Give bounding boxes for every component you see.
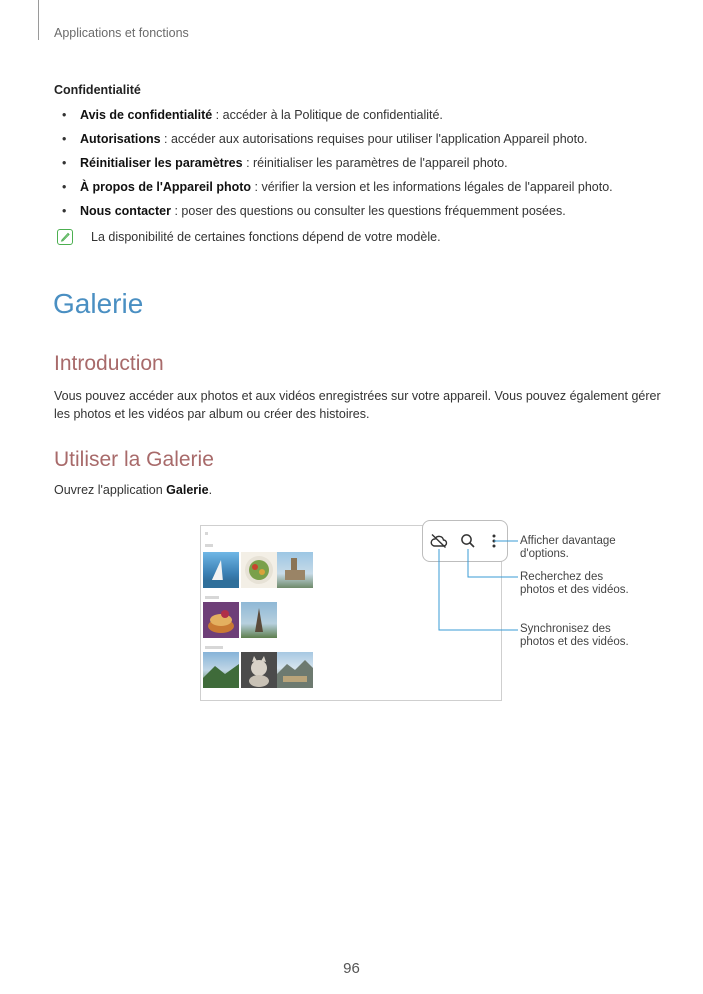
- item-text: : vérifier la version et les informations légales de l'appareil photo.: [251, 180, 613, 194]
- privacy-title: Confidentialité: [54, 83, 141, 97]
- note-text: La disponibilité de certaines fonctions dépend de votre modèle.: [91, 230, 441, 244]
- callout-search: [520, 571, 629, 597]
- callout-line: Recherchez des: [520, 571, 604, 583]
- use-heading: Utiliser la Galerie: [54, 448, 214, 471]
- intro-paragraph: Vous pouvez accéder aux photos et aux vidéos enregistrées sur votre appareil. Vous pouvez également gérer les photos et les vidéos par album ou créer des histoires.: [54, 389, 661, 421]
- callout-line: Afficher davantage: [520, 535, 616, 547]
- open-prefix: Ouvrez l'application: [54, 483, 167, 497]
- item-text: : accéder aux autorisations requises pour utiliser l'application Appareil photo.: [160, 132, 588, 146]
- item-term: Nous contacter: [80, 204, 171, 218]
- item-term: Réinitialiser les paramètres: [80, 156, 243, 170]
- item-text: : poser des questions ou consulter les questions fréquemment posées.: [171, 204, 566, 218]
- callout-line: photos et des vidéos.: [520, 636, 629, 648]
- callout-line: photos et des vidéos.: [520, 584, 629, 596]
- callout-line: d'options.: [520, 548, 569, 560]
- app-name: Galerie: [166, 483, 209, 497]
- item-term: Avis de confidentialité: [80, 108, 213, 122]
- item-term: À propos de l'Appareil photo: [80, 180, 252, 194]
- callout-line: Synchronisez des: [520, 623, 611, 635]
- callout-more-options: [520, 535, 616, 561]
- intro-heading: Introduction: [54, 352, 164, 375]
- item-text: : réinitialiser les paramètres de l'appareil photo.: [242, 156, 508, 170]
- page-title: Galerie: [53, 288, 144, 319]
- callout-sync: [520, 623, 629, 649]
- running-header: Applications et fonctions: [54, 26, 189, 40]
- page-number: 96: [343, 960, 360, 977]
- item-term: Autorisations: [80, 132, 161, 146]
- open-suffix: .: [208, 483, 213, 497]
- item-text: : accéder à la Politique de confidentialité.: [212, 108, 443, 122]
